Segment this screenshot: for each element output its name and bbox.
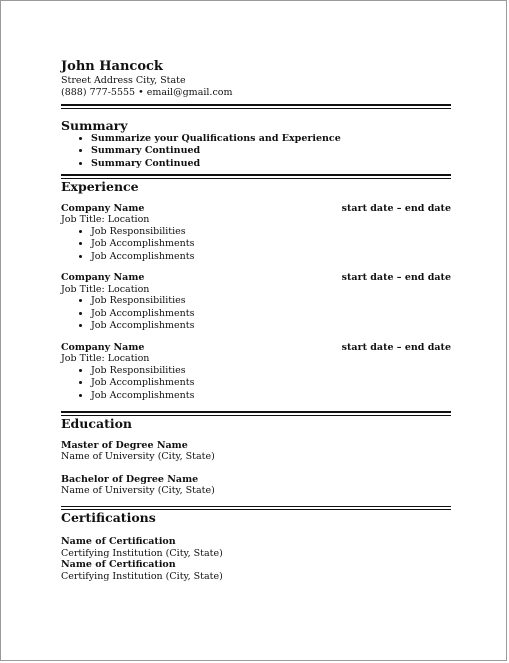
job-entry xyxy=(61,203,451,264)
header-divider xyxy=(61,104,451,109)
job-entry xyxy=(61,272,451,333)
summary-section xyxy=(61,118,451,171)
job-bullet: • Job Accomplishments xyxy=(91,308,451,321)
company-name: Company Name xyxy=(61,341,145,353)
summary-item: • Summary Continued xyxy=(91,145,451,158)
job-bullet: • Job Responsibilities xyxy=(91,226,451,239)
job-dates: start date – end date xyxy=(341,202,451,214)
degree-entry xyxy=(61,440,451,463)
job-title-location: Job Title: Location xyxy=(61,353,150,364)
certification-entry xyxy=(61,536,451,559)
certification-name: Name of Certification xyxy=(61,536,176,547)
certifying-institution: Certifying Institution (City, State) xyxy=(61,547,223,559)
certification-entry xyxy=(61,559,451,582)
job-title-location: Job Title: Location xyxy=(61,283,150,295)
job-bullet: • Job Accomplishments xyxy=(91,238,451,251)
degree-name: Bachelor of Degree Name xyxy=(61,473,199,485)
certification-name: Name of Certification xyxy=(61,559,176,570)
section-title-education: Education xyxy=(61,415,133,431)
university-name: Name of University (City, State) xyxy=(61,451,215,462)
section-title-summary: Summary xyxy=(61,117,128,133)
section-title-experience: Experience xyxy=(61,178,139,194)
certifying-institution: Certifying Institution (City, State) xyxy=(61,570,223,582)
summary-item: • Summary Continued xyxy=(91,158,451,171)
job-bullet: • Job Responsibilities xyxy=(91,295,451,308)
resume-content xyxy=(61,59,451,582)
divider-thin xyxy=(61,108,451,109)
section-title-certifications: Certifications xyxy=(61,510,156,525)
job-entry xyxy=(61,342,451,403)
job-bullets xyxy=(61,295,451,333)
contact-line: (888) 777-5555 • email@gmail.com xyxy=(61,86,233,98)
job-bullet: • Job Accomplishments xyxy=(91,377,451,390)
job-bullet: • Job Accomplishments xyxy=(91,390,451,403)
job-bullet: • Job Responsibilities xyxy=(91,365,451,378)
certifications-section xyxy=(61,510,451,582)
job-bullets xyxy=(61,365,451,403)
summary-list xyxy=(61,133,451,171)
candidate-name: John Hancock xyxy=(61,59,163,74)
degree-entry xyxy=(61,474,451,497)
job-title-location: Job Title: Location xyxy=(61,214,150,225)
degree-name: Master of Degree Name xyxy=(61,439,188,451)
company-name: Company Name xyxy=(61,272,145,283)
resume-header xyxy=(61,59,451,98)
job-dates: start date – end date xyxy=(341,341,451,353)
education-section xyxy=(61,416,451,497)
job-bullet: • Job Accomplishments xyxy=(91,320,451,333)
university-name: Name of University (City, State) xyxy=(61,485,215,496)
job-dates: start date – end date xyxy=(341,272,451,283)
summary-item: • Summarize your Qualifications and Experience xyxy=(91,133,451,146)
company-name: Company Name xyxy=(61,202,145,214)
job-bullet: • Job Accomplishments xyxy=(91,251,451,264)
job-bullets xyxy=(61,226,451,264)
street-address: Street Address City, State xyxy=(61,75,186,86)
experience-section xyxy=(61,179,451,403)
